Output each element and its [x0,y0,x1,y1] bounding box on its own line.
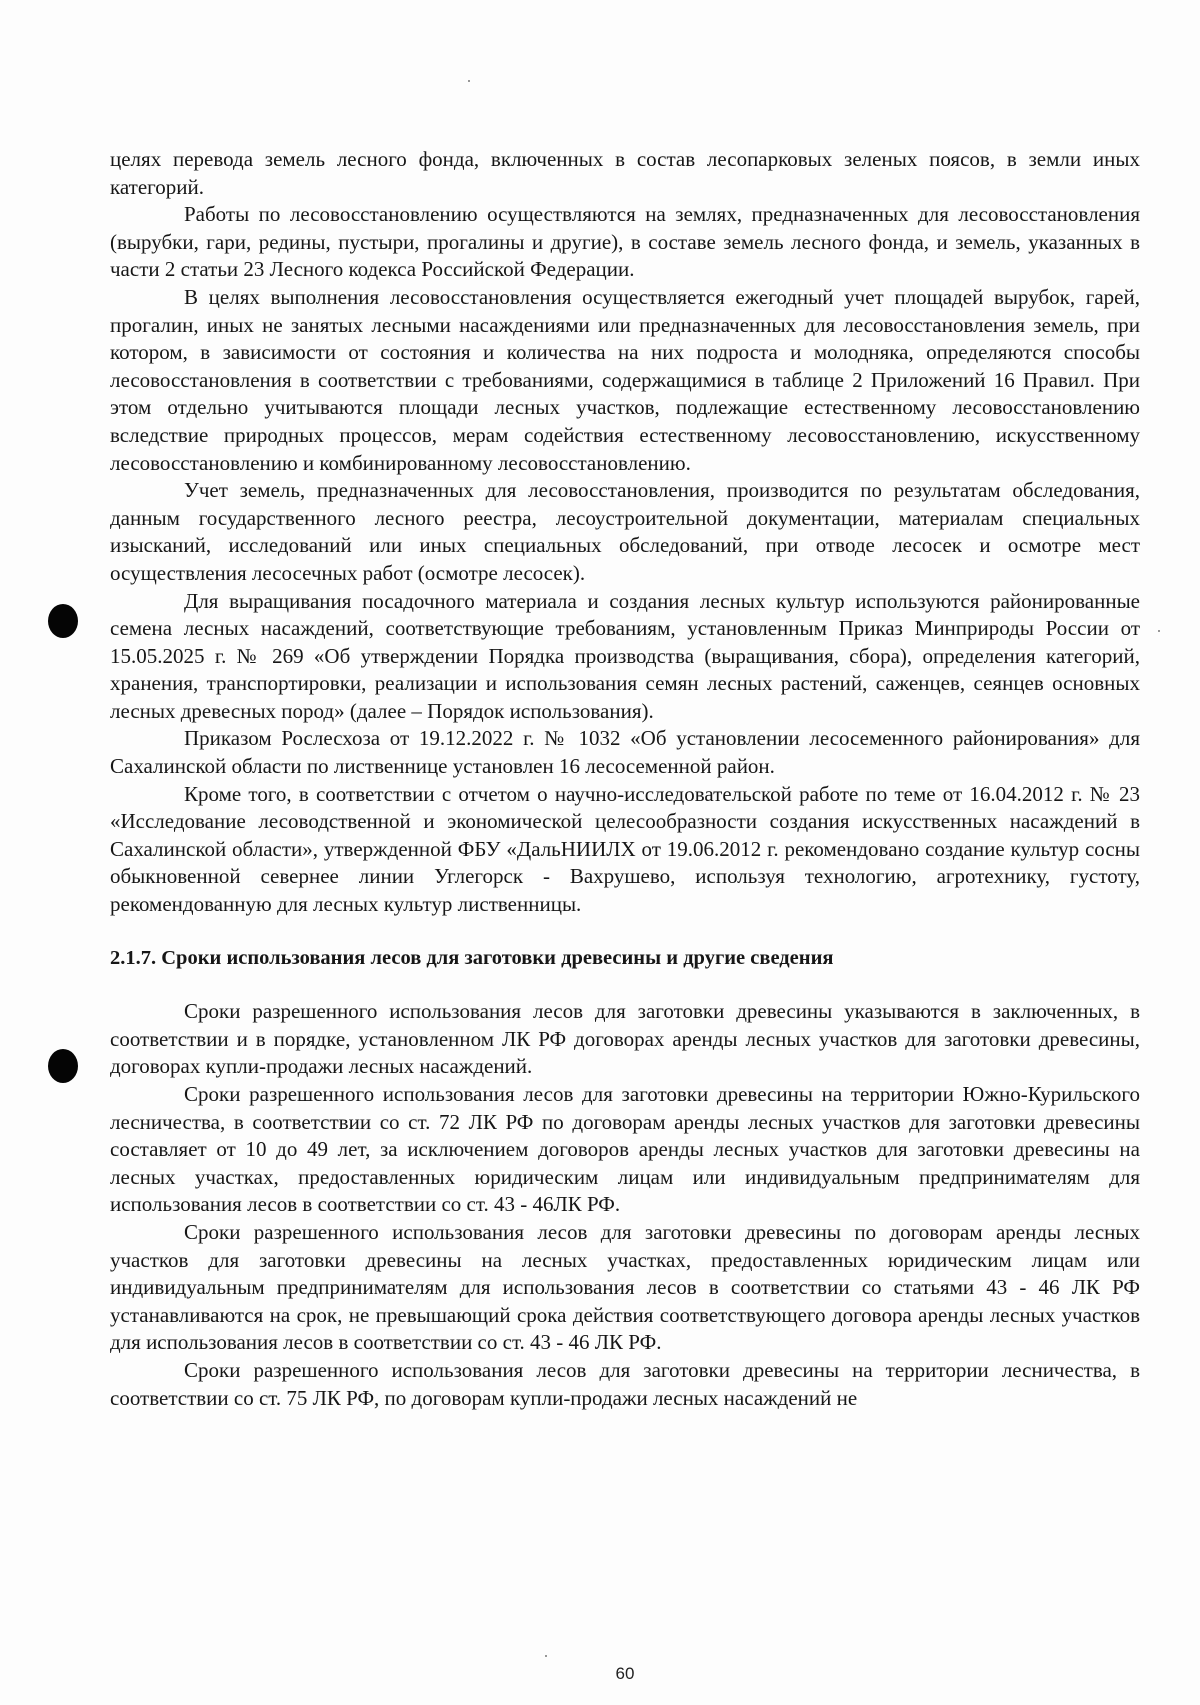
paragraph: Приказом Рослесхоза от 19.12.2022 г. № 1032 «Об установлении лесосеменного районирования» для Сахалинской области по лиственнице установлен 16 лесосеменной район. [110,726,1140,779]
page-number: 60 [615,1664,635,1683]
paragraph: Учет земель, предназначенных для лесовосстановления, производится по результатам обследования, данным государственного лесного реестра, лесоустроительной документации, материалам специальных изысканий, исследований или иных специальных обследований, при отводе лесосек и осмотре мест осуществления лесосечных работ (осмотре лесосек). [110,478,1140,585]
paragraph: В целях выполнения лесовосстановления осуществляется ежегодный учет площадей вырубок, гарей, прогалин, иных не занятых лесными насаждениями или предназначенных для лесовосстановления земель, при котором, в зависимости от состояния и количества на них подроста и молодняка, определяются способы лесовосстановления в соответствии с требованиями, содержащимися в таблице 2 Приложений 16 Правил. При этом отдельно учитываются площади лесных участков, подлежащие естественному лесовосстановлению вследствие природных процессов, мерам содействия естественному лесовосстановлению, искусственному лесовосстановлению и комбинированному лесовосстановлению. [110,284,1140,475]
document-body [110,146,1140,1412]
paragraph: Работы по лесовосстановлению осуществляются на землях, предназначенных для лесовосстановления (вырубки, гари, редины, пустыри, прогалины и другие), в составе земель лесного фонда, и земель, указанных в части 2 статьи 23 Лесного кодекса Российской Федерации. [110,202,1140,282]
paragraph: целях перевода земель лесного фонда, включенных в состав лесопарковых зеленых поясов, в земли иных категорий. [110,147,1140,199]
punch-hole-mark [48,1049,78,1083]
paragraph: Сроки разрешенного использования лесов для заготовки древесины по договорам аренды лесных участков для заготовки древесины на лесных участках, предоставленных юридическим лицам или индивидуальным предпринимателям для использования лесов в соответствии со статьями 43 - 46 ЛК РФ устанавливаются на срок, не превышающий срока действия соответствующего договора аренды лесных участков для использования лесов в соответствии со ст. 43 - 46 ЛК РФ. [110,1219,1140,1355]
scan-speck [1158,630,1160,632]
section-heading: 2.1.7. Сроки использования лесов для заготовки древесины и другие сведения [110,946,834,969]
scan-speck [545,1655,547,1657]
paragraph: Кроме того, в соответствии с отчетом о научно-исследовательской работе по теме от 16.04.2012 г. № 23 «Исследование лесоводственной и экономической целесообразности создания искусственных насаждений в Сахалинской области», утвержденной ФБУ «ДальНИИЛХ от 19.06.2012 г. рекомендовано создание культур сосны обыкновенной севернее линии Углегорск - Вахрушево, используя технологию, агротехнику, густоту, рекомендованную для лесных культур лиственницы. [110,781,1140,917]
paragraph: Сроки разрешенного использования лесов для заготовки древесины на территории лесничества, в соответствии со ст. 75 ЛК РФ, по договорам купли-продажи лесных насаждений не [110,1357,1140,1410]
paragraph: Для выращивания посадочного материала и создания лесных культур используются районированные семена лесных насаждений, соответствующие требованиям, установленным Приказ Минприроды России от 15.05.2025 г. № 269 «Об утверждении Порядка производства (выращивания, сбора), определения категорий, хранения, транспортировки, реализации и использования семян лесных растений, саженцев, сеянцев основных лесных древесных пород» (далее – Порядок использования). [110,588,1140,723]
scan-speck [468,80,470,82]
punch-hole-mark [48,604,78,638]
paragraph: Сроки разрешенного использования лесов для заготовки древесины на территории Южно-Курильского лесничества, в соответствии со ст. 72 ЛК РФ по договорам аренды лесных участков для заготовки древесины составляет от 10 до 49 лет, за исключением договоров аренды лесных участков для заготовки древесины на лесных участках, предоставленных юридическим лицам или индивидуальным предпринимателям для использования лесов в соответствии со ст. 43 - 46ЛК РФ. [110,1082,1140,1217]
paragraph: Сроки разрешенного использования лесов для заготовки древесины указываются в заключенных, в соответствии и в порядке, установленном ЛК РФ договорах аренды лесных участков для заготовки древесины, договорах купли-продажи лесных насаждений. [110,999,1140,1079]
